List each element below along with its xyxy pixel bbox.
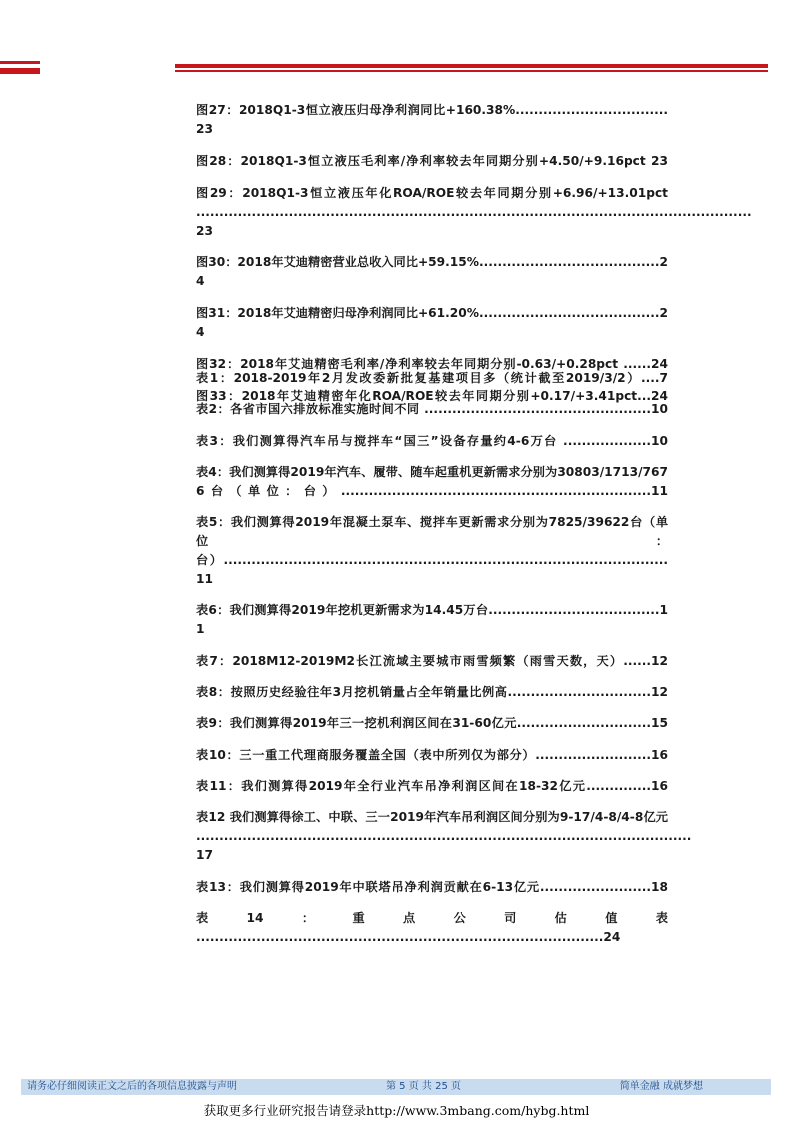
table-entry-3[interactable]: 表3：我们测算得汽车吊与搅拌车“国三”设备存量约4-6万台 ...................10 [196, 433, 668, 448]
table-entry-6[interactable]: 表6：我们测算得2019年挖机更新需求为14.45万台.....................................11 [196, 603, 668, 637]
footer-page-number: 第 5 页 共 25 页 [386, 1081, 461, 1092]
table-entry-12[interactable]: 表12 我们测算得徐工、中联、三一2019年汽车吊利润区间分别为9-17/4-8/4-8亿元 ...........................................................................................................17 [196, 810, 692, 863]
footer-slogan: 简单金融 成就梦想 [619, 1081, 703, 1092]
table-entry-14[interactable]: 表14：重点公司估值表 ........................................................................................24 [196, 910, 668, 944]
header-rule-right-thin [175, 70, 768, 72]
figure-entry-31[interactable]: 图31：2018年艾迪精密归母净利润同比+61.20%.......................................24 [196, 306, 668, 340]
table-entry-7[interactable]: 表7：2018M12-2019M2长江流域主要城市雨雪频繁（雨雪天数，天）......12 [196, 653, 668, 668]
table-entry-5[interactable]: 表5：我们测算得2019年混凝土泵车、搅拌车更新需求分别为7825/39622台（单位：台）................................................................................................11 [196, 515, 668, 587]
header-rule-left-thick [0, 68, 40, 74]
figure-entry-27[interactable]: 图27：2018Q1-3恒立液压归母净利润同比+160.38%.................................23 [196, 103, 668, 136]
header-rule-right-thick [175, 64, 768, 68]
figure-entry-30[interactable]: 图30：2018年艾迪精密营业总收入同比+59.15%.......................................24 [196, 255, 668, 289]
table-entry-13[interactable]: 表13：我们测算得2019年中联塔吊净利润贡献在6-13亿元........................18 [196, 879, 668, 894]
table-list [196, 369, 692, 959]
footer-link[interactable]: 获取更多行业研究报告请登录http://www.3mbang.com/hybg.html [203, 1103, 590, 1118]
table-entry-9[interactable]: 表9：我们测算得2019年三一挖机利润区间在31-60亿元.............................15 [196, 716, 668, 731]
header-rule-left-thin [0, 61, 40, 64]
footer-disclaimer: 请务必仔细阅读正文之后的各项信息披露与声明 [27, 1081, 237, 1092]
footer-bar [21, 1079, 771, 1095]
table-entry-8[interactable]: 表8：按照历史经验往年3月挖机销量占全年销量比例高...............................12 [196, 685, 668, 700]
table-entry-11[interactable]: 表11：我们测算得2019年全行业汽车吊净利润区间在18-32亿元..............16 [196, 778, 668, 793]
figure-entry-32[interactable]: 图32：2018年艾迪精密毛利率/净利率较去年同期分别-0.63/+0.28pct ......24 [196, 356, 668, 371]
table-entry-4[interactable]: 表4：我们测算得2019年汽车、履带、随车起重机更新需求分别为30803/1713/7676台（单位：台）...................................................................11 [196, 464, 668, 498]
figure-entry-28[interactable]: 图28：2018Q1-3恒立液压毛利率/净利率较去年同期分别+4.50/+9.16pct 23 [196, 153, 668, 168]
figure-entry-33[interactable]: 图33：2018年艾迪精密年化ROA/ROE较去年同期分别+0.17/+3.41pct...24 [196, 388, 668, 403]
figure-entry-29[interactable]: 图29：2018Q1-3恒立液压年化ROA/ROE较去年同期分别+6.96/+13.01pct ........................................................................................................................23 [196, 185, 752, 238]
table-entry-10[interactable]: 表10：三一重工代理商服务覆盖全国（表中所列仅为部分）.........................16 [196, 747, 668, 762]
table-entry-1[interactable]: 表1：2018-2019年2月发改委新批复基建项目多（统计截至2019/3/2）....7 [196, 371, 668, 385]
table-entry-2[interactable]: 表2：各省市国六排放标准实施时间不同 .................................................10 [196, 402, 668, 417]
